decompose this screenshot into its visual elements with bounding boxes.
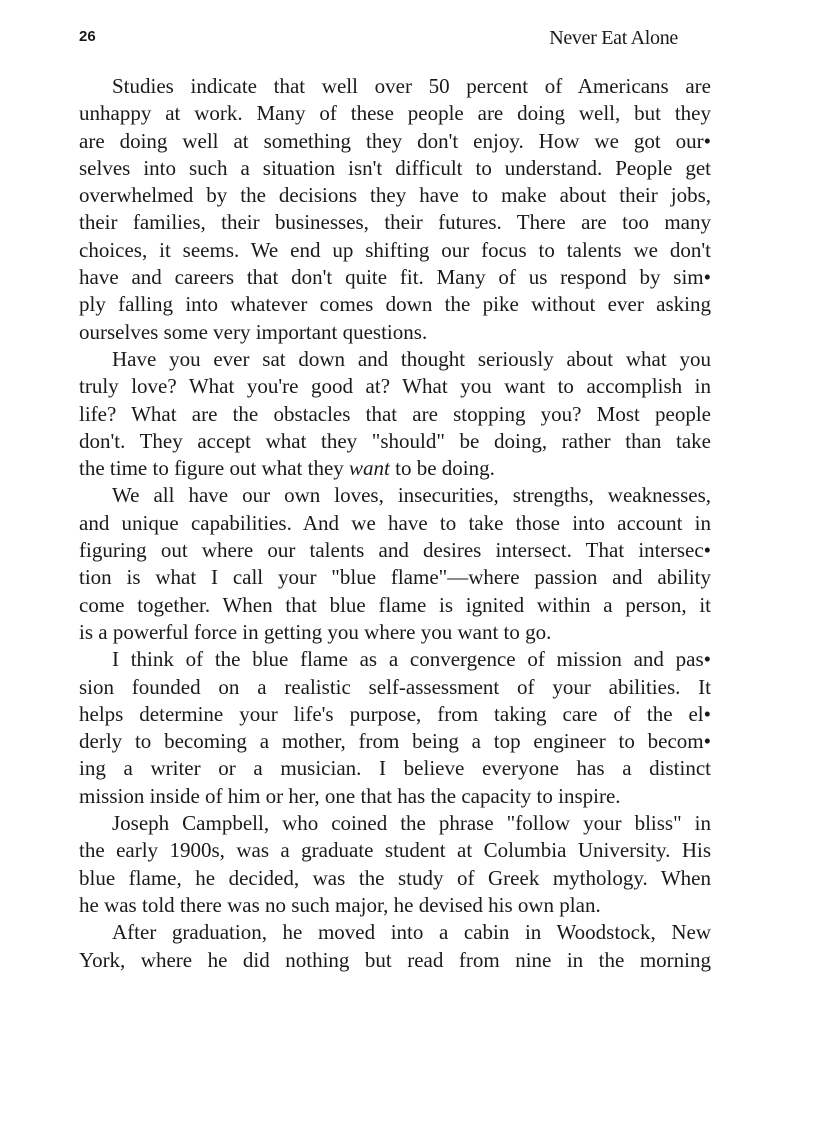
paragraph-6 (79, 919, 711, 974)
text-line: tion is what I call your "blue flame"—where passion and ability (79, 565, 711, 590)
running-head-title: Never Eat Alone (549, 27, 678, 49)
text-line: truly love? What you're good at? What you want to accomplish in (79, 374, 711, 399)
text-line: ourselves some very important questions. (79, 319, 428, 344)
text-line: derly to becoming a mother, from being a top engineer to becom• (79, 729, 711, 754)
text-line: selves into such a situation isn't difficult to understand. People get (79, 155, 711, 180)
emphasis-word: want (349, 456, 390, 481)
text-line: figuring out where our talents and desires intersect. That intersec• (79, 538, 711, 563)
text-line: is a powerful force in getting you where you want to go. (79, 619, 552, 644)
text-line: he was told there was no such major, he devised his own plan. (79, 892, 601, 917)
text-line: ply falling into whatever comes down the pike without ever asking (79, 292, 711, 317)
text-line: Studies indicate that well over 50 percent of Americans are (112, 74, 711, 98)
text-run: to be doing. (389, 456, 495, 481)
text-line: their families, their businesses, their futures. There are too many (79, 210, 711, 235)
text-run: the time to figure out what they (79, 456, 350, 481)
text-line: mission inside of him or her, one that has the capacity to inspire. (79, 783, 621, 808)
text-line: After graduation, he moved into a cabin in Woodstock, New (112, 920, 711, 945)
text-line (79, 455, 711, 482)
page-number: 26 (79, 28, 96, 45)
text-line: overwhelmed by the decisions they have to make about their jobs, (79, 183, 711, 208)
text-line: and unique capabilities. And we have to take those into account in (79, 510, 711, 535)
paragraph-1 (79, 73, 711, 346)
text-line: have and careers that don't quite fit. Many of us respond by sim• (79, 265, 711, 290)
text-line: unhappy at work. Many of these people are doing well, but they (79, 101, 711, 126)
paragraph-4 (79, 646, 711, 810)
text-line: are doing well at something they don't enjoy. How we got our• (79, 128, 711, 153)
text-line: helps determine your life's purpose, from taking care of the el• (79, 701, 711, 726)
text-line: ing a writer or a musician. I believe everyone has a distinct (79, 756, 711, 781)
body-text (79, 73, 711, 974)
text-line: life? What are the obstacles that are stopping you? Most people (79, 401, 711, 426)
text-line: the early 1900s, was a graduate student at Columbia University. His (79, 838, 711, 863)
text-line: come together. When that blue flame is ignited within a person, it (79, 592, 711, 617)
text-line: blue flame, he decided, was the study of Greek mythology. When (79, 865, 711, 890)
text-line: We all have our own loves, insecurities, strengths, weaknesses, (112, 483, 711, 508)
text-line: choices, it seems. We end up shifting our focus to talents we don't (79, 237, 711, 262)
text-line: York, where he did nothing but read from nine in the morning (79, 947, 711, 972)
paragraph-3 (79, 482, 711, 646)
paragraph-2 (79, 346, 711, 482)
text-line: don't. They accept what they "should" be doing, rather than take (79, 428, 711, 453)
text-line: Have you ever sat down and thought seriously about what you (112, 346, 711, 371)
text-line: Joseph Campbell, who coined the phrase "follow your bliss" in (112, 811, 711, 836)
paragraph-5 (79, 810, 711, 919)
text-line: I think of the blue flame as a convergence of mission and pas• (112, 647, 711, 672)
text-line: sion founded on a realistic self-assessment of your abilities. It (79, 674, 711, 699)
